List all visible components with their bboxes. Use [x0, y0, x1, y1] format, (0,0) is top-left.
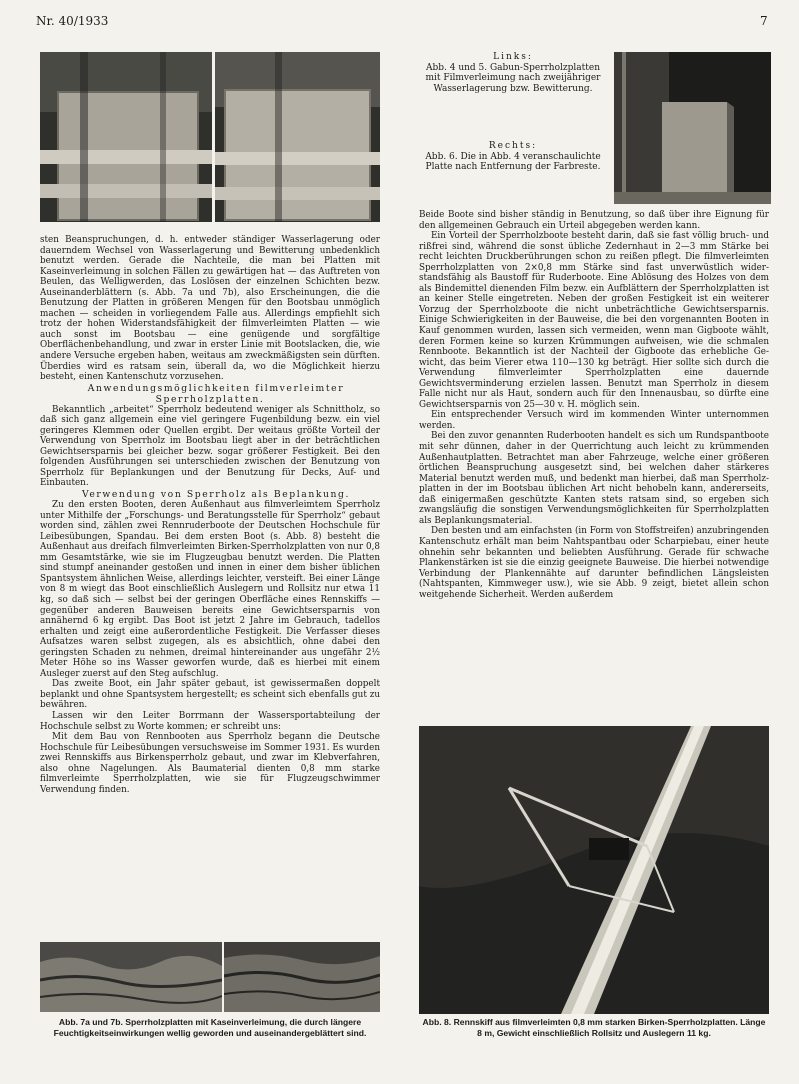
left-paragraph-4: Das zweite Boot, ein Jahr später gebaut, ist gewissermaßen doppelt beplankt und ohne Spantsystem hergestellt; es scheint sich ebenfalls gut zu bewähren. [40, 679, 380, 711]
photo-abb-7a [40, 942, 222, 1012]
right-paragraph-1: Beide Boote sind bisher ständig in Benutzung, so daß über ihre Eignung für den allgemeinen Gebrauch ein Urteil abgegeben werden kann. [419, 210, 769, 231]
right-column [419, 210, 769, 600]
rechts-label: Rechts: [488, 141, 538, 151]
left-paragraph-2: Bekanntlich „arbeitet“ Sperrholz bedeutend weniger als Schnittholz, so daß sich ganz allgemein eine viel geringere Fugenbildung bezw. ein viel geringeres Klemmen oder Quellen ergibt. Der weitaus größte Vorteil der Verwendung von Sperrholz im Bootsbau liegt aber in der beträchtlichen Gewichtsersparnis bei gleicher bezw. sogar größerer Festigkeit. Bei den folgenden Ausführungen sei unterschieden zwischen der Benutzung von Sperrholz für Beplankungen und der Benutzung für Decks, Auf- und Einbauten. [40, 404, 380, 489]
right-paragraph-5: Den besten und am einfachsten (in Form von Stoffstreifen) anzubringenden Kantenschutz erhält man beim Nahtspantbau oder Scharpiebau, einer heute ohnehin sehr bekannten und beliebten Ausführung. Gerade für schwache Plankenstärken ist sie die einzig geeignete Bauweise. Die hierbei notwendige Verbindung der Plankennähte auf darunter befindlichen Längsleisten (Nahtspanten, Kimmweger usw.), wie sie Abb. 9 zeigt, bietet allein schon weitgehende Sicherheit. Werden außerdem [419, 526, 769, 600]
left-paragraph-5: Lassen wir den Leiter Borrmann der Wassersportabteilung der Hochschule selbst zu Worte kommen; er schreibt uns: [40, 710, 380, 732]
photo-abb-8 [419, 726, 769, 1014]
left-column [40, 235, 380, 795]
left-paragraph-6: Mit dem Bau von Rennbooten aus Sperrholz begann die Deutsche Hochschule für Leibesübungen versuchsweise im Sommer 1931. Es wurden zwei Rennskiffs aus Birkensperrholz gebaut, und zwar im Klebverfahren, also ohne Nagelungen. Als Baumaterial dienten 0,8 mm starke filmverleimte Sperrholzplatten, wie sie für Flugzeugschwimmer Verwendung finden. [40, 732, 380, 795]
right-paragraph-2: Ein Vorteil der Sperrholzboote besteht darin, daß sie fast völlig bruch- und rißfrei sind, während die sonst übliche Zedernhaut in 2—3 mm Stärke bei recht leichten Druckberührungen schon zu reißen pflegt. Die filmverleimten Sperrholzplatten von 2×0,8 mm Stärke sind fast unverwüstlich widerstandsfähig als Baustoff für Ruderboote. Eine Ablösung des Holzes von dem als Bindemittel dienenden Film bezw. ein Aufblättern der Sperrholzplatten ist an keiner Stelle eingetreten. Neben der großen Festigkeit ist ein weiterer Vorzug der Sperrholzboote die nicht unbeträchtliche Gewichtsersparnis. Einige Schwierigkeiten in der Bauweise, die bei den vorgenannten Booten in Kauf genommen wurden, lassen sich vermeiden, wenn man Gigboote wählt, deren Formen keine so kurzen Krümmungen aufweisen, wie die schmalen Rennboote. Bekanntlich ist der Nachteil der Gigboote das erhebliche Gewicht, das beim Vierer etwa 110—130 kg beträgt. Hier sollte sich durch die Verwendung filmverleimter Sperrholzplatten eine dauernde Gewichtsverminderung erzielen lassen. Benutzt man Sperrholz in diesem Falle nicht nur als Haut, sondern auch für den Innenausbau, so dürfte eine Gewichtsersparnis von 25—30 v. H. möglich sein. [419, 231, 769, 410]
section-heading-beplankung: Verwendung von Sperrholz als Beplankung. [81, 489, 351, 501]
left-paragraph-3: Zu den ersten Booten, deren Außenhaut aus filmverleimtem Sperrholz unter Mithilfe der „Forschungs- und Beratungsstelle für Sperrholz“ gebaut worden sind, zählen zwei Rennruderboote der Deutschen Hochschule für Leibesübungen, Spandau. Bei dem ersten Boot (s. Abb. 8) besteht die Außenhaut aus dreifach filmverleimten Birken-Sperrholzplatten von nur 0,8 mm Gesamtstärke, wie sie im Flugzeugbau benutzt werden. Die Platten sind stumpf aneinander gestoßen und innen in einer dem bisher üblichen Spantsystem ähnlichen Weise, allerdings leichter, versteift. Bei einer Länge von 8 m wiegt das Boot einschließlich Auslegern und Rollsitz nur etwa 11 kg, so daß sich — selbst bei der geringen Oberfläche eines Rennskiffs — gegenüber anderen Bauweisen bereits eine Gewichtsersparnis von annähernd 6 kg ergibt. Das Boot ist jetzt 2 Jahre im Gebrauch, tadellos erhalten und zeigt eine außerordentliche Festigkeit. Die Verfasser dieses Aufsatzes waren selbst zugegen, als es absichtlich, ohne dabei den geringsten Schaden zu nehmen, dreimal hintereinander aus ungefähr 2½ Meter Höhe so ins Wasser geworfen wurde, daß es hierbei mit einem Ausleger zuerst auf den Steg aufschlug. [40, 500, 380, 679]
caption-abb-7: Abb. 7a und 7b. Sperrholzplatten mit Kaseinverleimung, die durch längere Feuchtigkeitseinwirkungen wellig geworden und auseinandergeblättert sind. [53, 1017, 367, 1038]
photo-abb-6 [614, 52, 771, 204]
section-heading-anwendungsmoeglichkeiten: Anwendungsmöglichkeiten filmverleimter Sperrholzplatten. [87, 382, 345, 405]
caption-abb-4-5 [418, 52, 608, 94]
right-paragraph-4: Bei den zuvor genannten Ruderbooten handelt es sich um Rundspantboote mit sehr dünnen, daher in der Querrichtung auch leicht zu krümmenden Außenhautplatten. Betrachtet man aber Fahrzeuge, welche einer größeren örtlichen Beanspruchung ausgesetzt sind, bei welchen daher stärkeres Material benutzt werden muß, und bedenkt man hierbei, daß man Sperrholzplatten in der im Bootsbau üblichen Art nicht behobeln kann, andererseits, daß einigermaßen geschützte Kanten stets ratsam sind, so ergeben sich zwangsläufig die sonstigen Verwendungsmöglichkeiten für Sperrholzplatten als Beplankungsmaterial. [419, 431, 769, 526]
photo-abb-4 [40, 52, 212, 222]
photo-abb-7b [224, 942, 380, 1012]
left-paragraph-1: sten Beanspruchungen, d. h. entweder ständiger Wasserlagerung oder dauerndem Wechsel von Wasserlagerung und Bewitterung unbedenklich benutzt werden. Gerade die Nachteile, die man bei Platten mit Kaseinverleimung in solchen Fällen zu gewärtigen hat — das Auftreten von Beulen, das Welligwerden, das Loslösen der einzelnen Schichten bezw. Auseinanderblättern (s. Abb. 7a und 7b), also Erscheinungen, die die Benutzung der Platten in größeren Mengen für den Bootsbau unmöglich machen — scheiden in vorliegendem Falle aus. Allerdings empfiehlt sich trotz der hohen Widerstandsfähigkeit der filmverleimten Platten — wie auch sonst im Bootsbau — eine genügende und sorgfältige Oberflächenbehandlung, und zwar in erster Linie mit Bootslacken, die, wie andere Versuche ergeben haben, weitaus am zweckmäßigsten sein dürften. Überdies wird es ratsam sein, überall da, wo die Möglichkeit hierzu besteht, einen Kantenschutz vorzusehen. [40, 235, 380, 383]
links-caption-text: Abb. 4 und 5. Gabun-Sperrholzplatten mit Filmverleimung nach zweijähriger Wasserlagerung bzw. Bewitterung. [425, 62, 601, 94]
caption-abb-6 [418, 141, 608, 173]
issue-number: Nr. 40/1933 [36, 14, 109, 28]
links-label: Links: [493, 52, 533, 62]
rechts-caption-text: Abb. 6. Die in Abb. 4 veranschaulichte Platte nach Entfernung der Farbreste. [425, 151, 601, 173]
page-number: 7 [760, 14, 768, 28]
photo-abb-5 [215, 52, 380, 222]
right-paragraph-3: Ein entsprechender Versuch wird im kommenden Winter unternommen werden. [419, 410, 769, 431]
caption-abb-8: Abb. 8. Rennskiff aus filmverleimten 0,8 mm starken Birken-Sperrholzplatten. Länge 8 m, Gewicht einschließlich Rollsitz und Auslegern 11 kg. [422, 1017, 766, 1038]
